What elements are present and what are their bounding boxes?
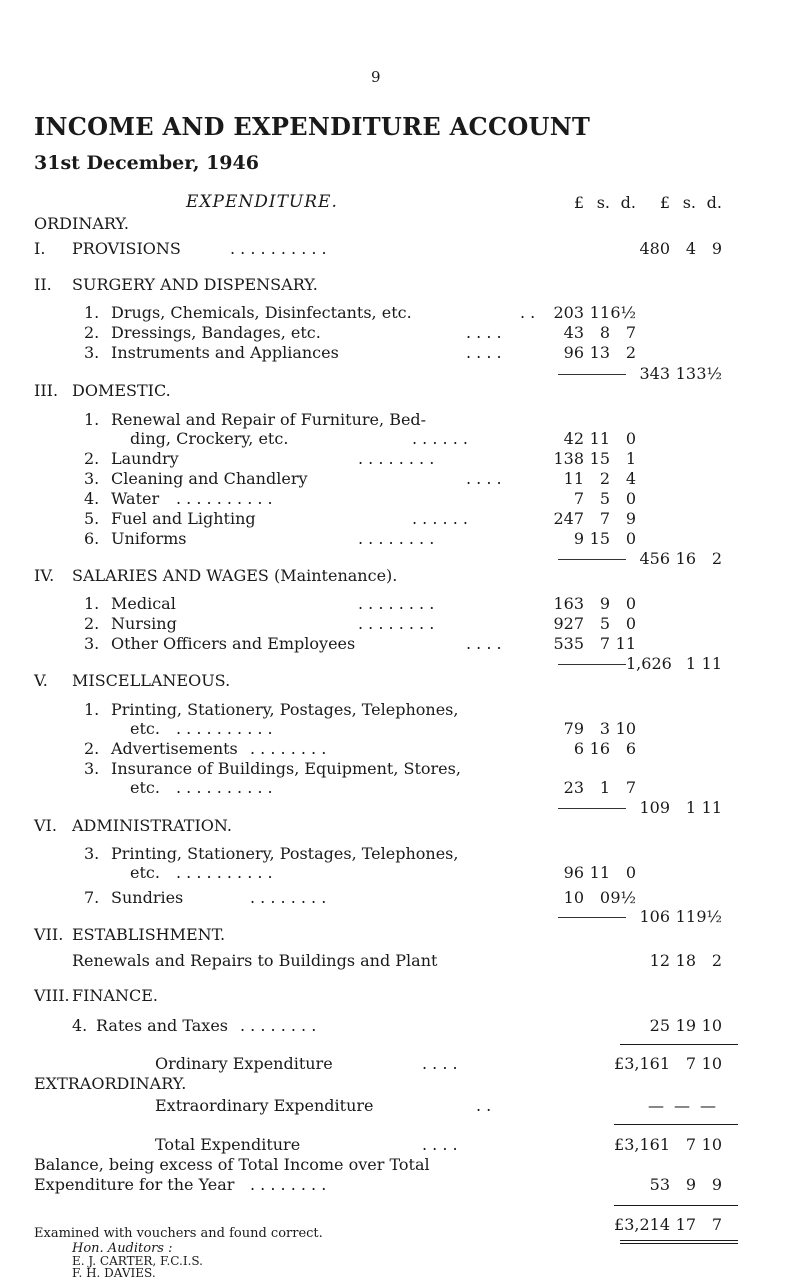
item-value: 23 1 7 xyxy=(563,778,636,797)
item-number: 2. xyxy=(84,449,100,468)
item-label: Medical xyxy=(111,594,176,613)
item-label: Printing, Stationery, Postages, Telephones, xyxy=(111,844,459,863)
item-value: 535 7 11 xyxy=(553,634,636,653)
leader-dots: . . . . . . . . . . xyxy=(176,719,273,738)
total-rule xyxy=(614,1205,738,1206)
subtotal-rule xyxy=(558,559,626,560)
section-number: I. xyxy=(34,239,46,258)
pound-header: £ xyxy=(659,193,670,212)
item-label: Laundry xyxy=(111,449,179,468)
section-number: VII. xyxy=(34,925,64,944)
balance-label-continued: Expenditure for the Year xyxy=(34,1175,235,1194)
extraordinary-heading: EXTRAORDINARY. xyxy=(34,1074,187,1093)
auditors-heading: Hon. Auditors : xyxy=(72,1241,173,1256)
pound-header: £ xyxy=(573,193,584,212)
item-number: 2. xyxy=(84,614,100,633)
item-value: 10 0 9½ xyxy=(563,888,636,907)
item-value: 6 16 6 xyxy=(573,739,636,758)
grand-total-rule xyxy=(620,1243,738,1244)
leader-dots: . . . . . . . . xyxy=(250,1175,327,1194)
item-value: 96 13 2 xyxy=(563,343,636,362)
auditor-name: E. J. CARTER, F.C.I.S. xyxy=(72,1254,203,1268)
item-label: Advertisements xyxy=(111,739,238,758)
item-value: 96 11 0 xyxy=(563,863,636,882)
item-number: 5. xyxy=(84,509,100,528)
total-expenditure-label: Total Expenditure xyxy=(155,1135,301,1154)
item-value: 163 9 0 xyxy=(553,594,636,613)
item-number: 3. xyxy=(84,469,100,488)
item-label: Other Officers and Employees xyxy=(111,634,356,653)
subtotal-rule xyxy=(558,917,626,918)
document-subtitle: 31st December, 1946 xyxy=(34,152,259,174)
item-number: 3. xyxy=(84,844,100,863)
balance-value: 53 9 9 xyxy=(649,1175,722,1194)
item-label: Sundries xyxy=(111,888,184,907)
leader-dots: . . xyxy=(520,303,536,322)
item-label-continued: etc. xyxy=(130,719,160,738)
section-total: 1,626 1 11 xyxy=(626,654,722,673)
item-number: 3. xyxy=(84,759,100,778)
leader-dots: . . . . . . . . xyxy=(358,449,435,468)
item-label: Instruments and Appliances xyxy=(111,343,339,362)
section-label: SURGERY AND DISPENSARY. xyxy=(72,275,318,294)
section-total: 12 18 2 xyxy=(649,951,722,970)
item-value: 927 5 0 xyxy=(553,614,636,633)
leader-dots: . . xyxy=(476,1096,492,1115)
section-total: 343 13 3½ xyxy=(639,364,722,383)
balance-label: Balance, being excess of Total Income over Total xyxy=(34,1155,430,1174)
item-value: 42 11 0 xyxy=(563,429,636,448)
section-label: DOMESTIC. xyxy=(72,381,171,400)
section-number: VIII. xyxy=(34,986,70,1005)
leader-dots: . . . . xyxy=(466,634,502,653)
subtotal-rule xyxy=(558,374,626,375)
item-number: 4. xyxy=(72,1016,88,1035)
page-number: 9 xyxy=(371,68,381,86)
item-label: Nursing xyxy=(111,614,177,633)
section-label: FINANCE. xyxy=(72,986,158,1005)
shilling-header: s. xyxy=(682,193,696,212)
leader-dots: . . . . . . . . . . xyxy=(176,489,273,508)
ordinary-heading: ORDINARY. xyxy=(34,214,130,233)
item-value: 247 7 9 xyxy=(553,509,636,528)
total-expenditure-value: £3,161 7 10 xyxy=(614,1135,722,1154)
leader-dots: . . . . xyxy=(422,1135,458,1154)
item-value: 9 15 0 xyxy=(573,529,636,548)
item-number: 1. xyxy=(84,700,100,719)
item-value: 138 15 1 xyxy=(553,449,636,468)
item-label: Fuel and Lighting xyxy=(111,509,256,528)
item-value: 7 5 0 xyxy=(573,489,636,508)
leader-dots: . . . . xyxy=(466,343,502,362)
item-label: Drugs, Chemicals, Disinfectants, etc. xyxy=(111,303,412,322)
leader-dots: . . . . . . . . xyxy=(358,529,435,548)
item-value: 203 11 6½ xyxy=(553,303,636,322)
item-label: Renewals and Repairs to Buildings and Plant xyxy=(72,951,438,970)
section-number: III. xyxy=(34,381,59,400)
ordinary-expenditure-total: £3,161 7 10 xyxy=(614,1054,722,1073)
section-total: 25 19 10 xyxy=(649,1016,722,1035)
document-title: INCOME AND EXPENDITURE ACCOUNT xyxy=(34,112,591,141)
item-number: 2. xyxy=(84,739,100,758)
section-total: 480 4 9 xyxy=(639,239,722,258)
leader-dots: . . . . . . . . xyxy=(250,888,327,907)
item-number: 1. xyxy=(84,594,100,613)
item-label-continued: etc. xyxy=(130,778,160,797)
item-number: 2. xyxy=(84,323,100,342)
item-number: 1. xyxy=(84,410,100,429)
item-label: Uniforms xyxy=(111,529,187,548)
grand-total-rule xyxy=(620,1240,738,1241)
leader-dots: . . . . xyxy=(466,323,502,342)
item-label: Rates and Taxes xyxy=(96,1016,228,1035)
column-headers-right xyxy=(626,193,722,212)
item-label: Cleaning and Chandlery xyxy=(111,469,308,488)
item-number: 4. xyxy=(84,489,100,508)
section-label: SALARIES AND WAGES (Maintenance). xyxy=(72,566,398,585)
examined-statement: Examined with vouchers and found correct. xyxy=(34,1226,323,1241)
leader-dots: . . . . . . xyxy=(412,429,468,448)
subtotal-rule xyxy=(558,808,626,809)
leader-dots: . . . . . . . . . . xyxy=(230,239,327,258)
section-total: 456 16 2 xyxy=(639,549,722,568)
item-label: Dressings, Bandages, etc. xyxy=(111,323,321,342)
expenditure-heading: EXPENDITURE. xyxy=(186,192,338,212)
subtotal-rule xyxy=(558,664,626,665)
leader-dots: . . . . . . xyxy=(412,509,468,528)
leader-dots: . . . . . . . . xyxy=(358,614,435,633)
leader-dots: . . . . . . . . xyxy=(358,594,435,613)
section-total: 106 11 9½ xyxy=(639,907,722,926)
item-value: 43 8 7 xyxy=(563,323,636,342)
item-label: Renewal and Repair of Furniture, Bed- xyxy=(111,410,427,429)
item-value: 11 2 4 xyxy=(563,469,636,488)
item-value: 79 3 10 xyxy=(563,719,636,738)
section-label: PROVISIONS xyxy=(72,239,181,258)
leader-dots: . . . . . . . . . . xyxy=(176,778,273,797)
pence-header: d. xyxy=(620,193,636,212)
total-rule xyxy=(614,1124,738,1125)
section-label: ADMINISTRATION. xyxy=(72,816,232,835)
item-label: Water xyxy=(111,489,160,508)
leader-dots: . . . . xyxy=(422,1054,458,1073)
item-label-continued: ding, Crockery, etc. xyxy=(130,429,289,448)
leader-dots: . . . . . . . . . . xyxy=(176,863,273,882)
extraordinary-expenditure-label: Extraordinary Expenditure xyxy=(155,1096,374,1115)
extraordinary-expenditure-total: — — — xyxy=(648,1096,716,1115)
item-number: 1. xyxy=(84,303,100,322)
section-label: ESTABLISHMENT. xyxy=(72,925,226,944)
item-label-continued: etc. xyxy=(130,863,160,882)
auditor-name: F. H. DAVIES. xyxy=(72,1266,156,1280)
section-number: IV. xyxy=(34,566,55,585)
leader-dots: . . . . . . . . xyxy=(240,1016,317,1035)
section-number: V. xyxy=(34,671,48,690)
ordinary-expenditure-label: Ordinary Expenditure xyxy=(155,1054,333,1073)
leader-dots: . . . . xyxy=(466,469,502,488)
section-total: 109 1 11 xyxy=(639,798,722,817)
grand-total: £3,214 17 7 xyxy=(614,1215,722,1234)
item-number: 7. xyxy=(84,888,100,907)
section-label: MISCELLANEOUS. xyxy=(72,671,231,690)
leader-dots: . . . . . . . . xyxy=(250,739,327,758)
item-number: 3. xyxy=(84,343,100,362)
shilling-header: s. xyxy=(596,193,610,212)
column-headers-left xyxy=(540,193,636,212)
section-number: II. xyxy=(34,275,52,294)
item-label: Insurance of Buildings, Equipment, Stores, xyxy=(111,759,461,778)
total-rule xyxy=(620,1044,738,1045)
item-number: 3. xyxy=(84,634,100,653)
pence-header: d. xyxy=(706,193,722,212)
item-label: Printing, Stationery, Postages, Telephones, xyxy=(111,700,459,719)
section-number: VI. xyxy=(34,816,57,835)
item-number: 6. xyxy=(84,529,100,548)
